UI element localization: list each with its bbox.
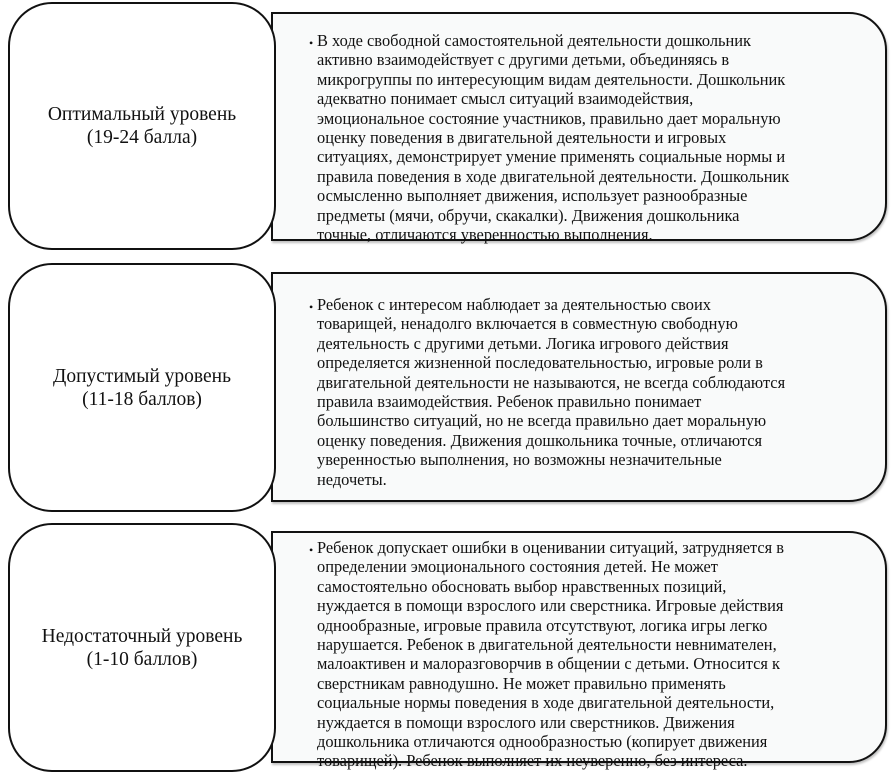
description-box-acceptable: [271, 272, 887, 502]
level-score-optimal: (19-24 балла): [86, 127, 198, 148]
description-text-optimal: В ходе свободной самостоятельной деятельности дошкольник активно взаимодействует с другими детьми, объединяясь в микрогруппы по интересующим видам деятельности. Дошкольник адекватно понимает смысл ситуаций взаимодействия, эмоциональное состояние участников, правильно дает моральную оценку поведения в двигательной деятельности и игровых ситуациях, демонстрирует умение применять социальные нормы и правила поведения в ходе двигательной деятельности. Дошкольник осмысленно выполняет движения, использует разнообразные предметы (мячи, обручи, скакалки). Движения дошкольника точные, отличаются уверенностью выполнения.: [317, 31, 790, 245]
bullet-icon: •: [309, 300, 314, 314]
level-name-optimal: Оптимальный уровень: [47, 104, 237, 125]
level-box-acceptable: [8, 263, 276, 512]
bullet-icon: •: [309, 543, 314, 557]
level-box-insufficient: [8, 523, 276, 772]
level-score-acceptable: (11-18 баллов): [82, 388, 202, 410]
description-box-insufficient: [271, 531, 887, 771]
bullet-icon: •: [309, 36, 314, 50]
description-box-optimal: [271, 12, 887, 245]
description-text-insufficient: Ребенок допускает ошибки в оценивании ситуаций, затрудняется в определении эмоционального состояния детей. Не может самостоятельно обосновать выбор нравственных позиций, нуждается в помощи взрослого или сверстника. Игровые действия однообразные, игровые правила отсутствуют, логика игры легко нарушается. Ребенок в двигательной деятельности невнимателен, малоактивен и малоразговорчив в общении с детьми. Относится к сверстникам равнодушно. Не может правильно применять социальные нормы поведения в ходе двигательной деятельности, нуждается в помощи взрослого или сверстников. Движения дошкольника отличаются однообразностью (копирует движения товарищей). Ребенок выполняет их неуверенно, без интереса.: [317, 538, 785, 771]
level-name-acceptable: Допустимый уровень: [53, 365, 231, 387]
level-name-insufficient: Недостаточный уровень: [41, 625, 243, 647]
level-score-insufficient: (1-10 баллов): [86, 648, 198, 670]
description-text-acceptable: Ребенок с интересом наблюдает за деятельностью своих товарищей, ненадолго включается в совместную свободную деятельность с другими детьми. Логика игрового действия определяется жизненной последовательностью, игровые роли в двигательной деятельности не называются, не всегда соблюдаются правила взаимодействия. Ребенок правильно понимает большинство ситуаций, но не всегда правильно дает моральную оценку поведения. Движения дошкольника точные, отличаются уверенностью выполнения, но возможны незначительные недочеты.: [317, 295, 786, 489]
level-box-optimal: [8, 2, 276, 250]
